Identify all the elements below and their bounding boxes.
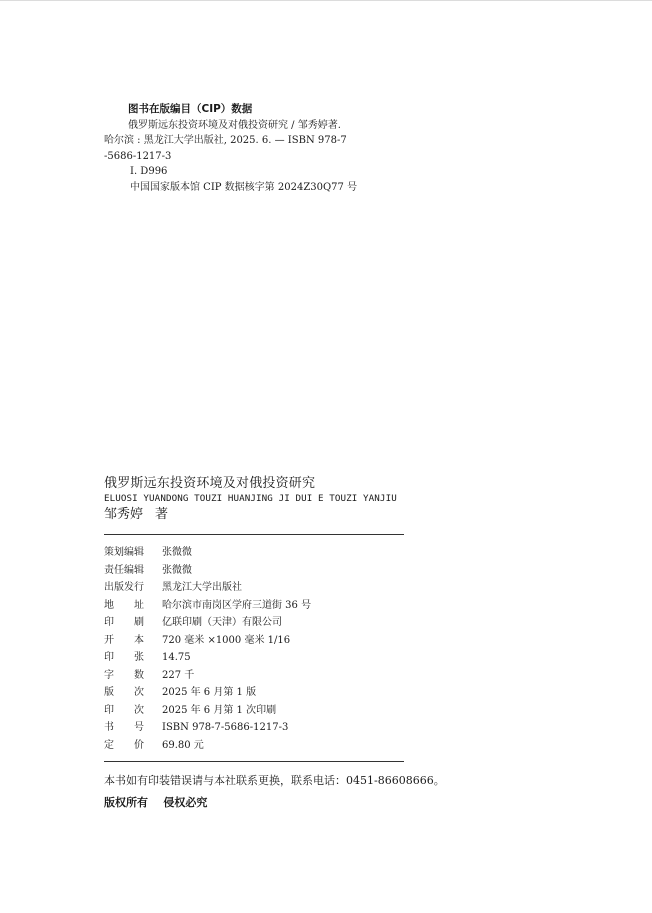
info-label-part: 次 xyxy=(134,687,144,698)
info-value: 黑龙江大学出版社 xyxy=(162,582,242,593)
book-title: 俄罗斯远东投资环境及对俄投资研究 xyxy=(104,476,316,491)
info-row xyxy=(104,649,311,667)
info-row xyxy=(104,597,311,615)
info-label-part: 书 xyxy=(104,722,114,733)
info-value: ISBN 978-7-5686-1217-3 xyxy=(162,722,289,733)
info-label xyxy=(104,719,144,737)
info-value: 张微微 xyxy=(162,564,192,576)
info-value: 张微微 xyxy=(162,547,192,558)
info-value: 69.80 元 xyxy=(162,739,204,751)
info-label-part: 印 xyxy=(104,617,114,628)
info-label-part: 版 xyxy=(104,687,114,698)
info-row xyxy=(104,544,311,562)
info-label-part: 字 xyxy=(104,669,114,681)
info-label xyxy=(104,649,144,667)
cip-heading: 图书在版编目（CIP）数据 xyxy=(128,103,253,115)
info-value: 2025 年 6 月第 1 版 xyxy=(162,687,257,698)
info-label xyxy=(104,684,144,702)
info-row xyxy=(104,579,311,597)
info-value: 14.75 xyxy=(162,652,191,663)
info-label-part: 址 xyxy=(134,599,144,611)
info-row xyxy=(104,562,311,580)
book-author: 邹秀婷 xyxy=(104,507,144,522)
info-label-part: 定 xyxy=(104,739,114,751)
info-label-part: 数 xyxy=(134,669,144,681)
info-label-part: 策划编辑 xyxy=(104,547,144,558)
info-value: 227 千 xyxy=(162,669,195,681)
info-label-part: 价 xyxy=(134,739,144,751)
cip-line-classification: Ⅰ. D996 xyxy=(130,166,168,177)
info-label xyxy=(104,544,162,562)
info-label-part: 开 xyxy=(104,634,114,646)
top-border xyxy=(0,0,652,1)
info-label xyxy=(104,702,144,720)
info-row xyxy=(104,684,311,702)
info-row xyxy=(104,632,311,650)
info-value: 720 毫米 ×1000 毫米 1/16 xyxy=(162,634,291,646)
info-label xyxy=(104,632,144,650)
divider-top xyxy=(104,534,404,535)
cip-line-isbn-cont: -5686-1217-3 xyxy=(104,150,172,162)
book-author-line xyxy=(104,506,414,524)
info-label-part: 印 xyxy=(104,652,114,663)
info-label-part: 地 xyxy=(104,599,114,611)
info-label xyxy=(104,667,144,685)
cip-data-block xyxy=(104,102,424,195)
replacement-notice: 本书如有印装错误请与本社联系更换，联系电话：0451-86608666。 xyxy=(104,774,445,787)
info-value: 2025 年 6 月第 1 次印刷 xyxy=(162,704,277,716)
cip-line-record-number: 中国国家版本馆 CIP 数据核字第 2024Z30Q77 号 xyxy=(130,181,358,193)
info-row xyxy=(104,614,311,632)
info-label-part: 刷 xyxy=(134,617,144,628)
cip-line-title: 俄罗斯远东投资环境及对俄投资研究 / 邹秀婷著. xyxy=(128,119,341,131)
info-label xyxy=(104,579,162,597)
info-row xyxy=(104,702,311,720)
info-label-part: 次 xyxy=(134,704,144,716)
info-label-part: 印 xyxy=(104,704,114,716)
info-label-part: 号 xyxy=(134,722,144,733)
divider-bottom xyxy=(104,761,404,762)
info-label-part: 张 xyxy=(134,652,144,663)
info-value: 哈尔滨市南岗区学府三道街 36 号 xyxy=(162,599,312,611)
info-row xyxy=(104,737,311,755)
info-value: 亿联印刷（天津）有限公司 xyxy=(162,617,282,628)
copyright-notice: 版权所有 侵权必究 xyxy=(104,796,208,809)
cip-line-publisher: 哈尔滨 : 黑龙江大学出版社, 2025. 6. — ISBN 978-7 xyxy=(104,135,347,146)
book-pinyin-title: ELUOSI YUANDONG TOUZI HUANJING JI DUI E TOUZI YANJIU xyxy=(104,493,397,504)
info-label xyxy=(104,597,144,615)
info-label xyxy=(104,562,162,580)
info-row xyxy=(104,719,311,737)
info-label xyxy=(104,614,144,632)
info-label-part: 出版发行 xyxy=(104,582,144,593)
book-header xyxy=(104,475,414,524)
info-row xyxy=(104,667,311,685)
info-label xyxy=(104,737,144,755)
info-label-part: 责任编辑 xyxy=(104,564,144,576)
info-label-part: 本 xyxy=(134,634,144,646)
book-author-role: 著 xyxy=(155,507,169,522)
publication-info-table xyxy=(104,544,311,754)
